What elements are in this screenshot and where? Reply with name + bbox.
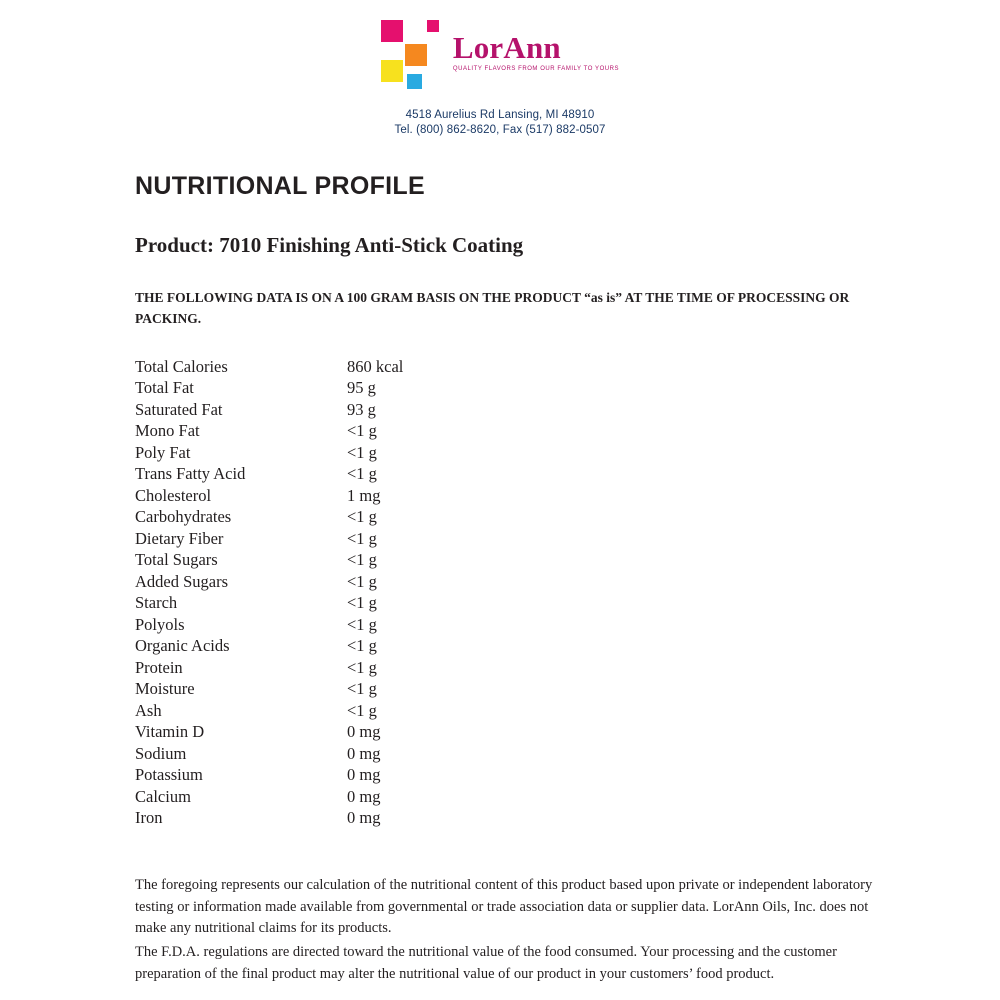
nutrient-value: 0 mg — [347, 722, 381, 742]
nutrient-value: 0 mg — [347, 808, 381, 828]
nutrition-table-body — [135, 356, 547, 829]
nutrient-label: Starch — [135, 593, 178, 613]
nutrient-label: Poly Fat — [135, 442, 191, 462]
nutrient-label: Added Sugars — [135, 571, 229, 591]
nutrient-value: 0 mg — [347, 743, 381, 763]
nutrient-value: 95 g — [347, 378, 376, 398]
nutrient-label: Vitamin D — [135, 722, 205, 742]
product-name: 7010 Finishing Anti-Stick Coating — [219, 233, 524, 257]
lorann-logo — [381, 18, 619, 92]
table-row — [135, 635, 547, 657]
table-row — [135, 657, 547, 679]
brand-name: LorAnn — [452, 30, 561, 65]
product-heading — [135, 233, 880, 258]
table-row — [135, 764, 547, 786]
nutrient-value: <1 g — [347, 421, 377, 441]
table-row — [135, 743, 547, 765]
nutrient-label: Iron — [135, 808, 163, 828]
letterhead — [0, 0, 1000, 136]
nutrient-value: 860 kcal — [347, 356, 404, 376]
table-row — [135, 399, 547, 421]
company-phone-fax: Tel. (800) 862-8620, Fax (517) 882-0507 — [394, 124, 606, 136]
nutrient-value: <1 g — [347, 571, 377, 591]
nutrient-label: Total Sugars — [135, 550, 218, 570]
nutrient-value: <1 g — [347, 550, 377, 570]
nutrient-label: Sodium — [135, 743, 187, 763]
table-row — [135, 549, 547, 571]
nutrient-label: Mono Fat — [135, 421, 200, 441]
nutrient-label: Moisture — [135, 679, 195, 699]
nutrient-value: <1 g — [347, 507, 377, 527]
page-title: NUTRITIONAL PROFILE — [135, 172, 425, 200]
nutrient-value: <1 g — [347, 700, 377, 720]
nutrient-label: Trans Fatty Acid — [135, 464, 246, 484]
table-row — [135, 528, 547, 550]
nutrient-value: 93 g — [347, 399, 376, 419]
nutrient-label: Carbohydrates — [135, 507, 232, 527]
table-row — [135, 442, 547, 464]
nutrient-value: 1 mg — [347, 485, 381, 505]
nutrient-label: Saturated Fat — [135, 399, 223, 419]
nutrition-table — [135, 356, 547, 829]
company-contact-block — [0, 109, 1000, 136]
nutrient-label: Polyols — [135, 614, 185, 634]
lorann-logo-squares-icon — [381, 18, 447, 92]
table-row — [135, 463, 547, 485]
basis-note: THE FOLLOWING DATA IS ON A 100 GRAM BASIS ON THE PRODUCT “as is” AT THE TIME OF PROCESSING OR PACKING. — [135, 290, 850, 326]
nutrient-label: Total Fat — [135, 378, 194, 398]
nutrient-value: 0 mg — [347, 765, 381, 785]
nutrient-value: <1 g — [347, 657, 377, 677]
product-label: Product: — [135, 233, 214, 257]
nutrient-label: Ash — [135, 700, 162, 720]
nutrient-label: Potassium — [135, 765, 203, 785]
nutrient-value: <1 g — [347, 679, 377, 699]
table-row — [135, 721, 547, 743]
nutrient-value: <1 g — [347, 464, 377, 484]
table-row — [135, 614, 547, 636]
nutrient-label: Protein — [135, 657, 183, 677]
table-row — [135, 356, 547, 378]
table-row — [135, 786, 547, 808]
disclaimer-paragraph-2: The F.D.A. regulations are directed toward the nutritional value of the food consumed. Your processing and the customer preparation of the final product may alter the nutritional value of our product in your customers’ food product. — [135, 944, 837, 982]
table-row — [135, 592, 547, 614]
table-row — [135, 700, 547, 722]
nutrient-value: <1 g — [347, 442, 377, 462]
table-row — [135, 571, 547, 593]
document-body — [0, 172, 1000, 986]
table-row — [135, 377, 547, 399]
disclaimer-paragraph-1: The foregoing represents our calculation of the nutritional content of this product based upon private or independent laboratory testing or information made available from governmental or trade association data or supplier data. LorAnn Oils, Inc. does not make any nutritional claims for its products. — [135, 876, 873, 937]
table-row — [135, 485, 547, 507]
nutrient-value: <1 g — [347, 636, 377, 656]
nutrient-value: <1 g — [347, 614, 377, 634]
disclaimer-block — [135, 875, 880, 986]
table-row — [135, 506, 547, 528]
nutrient-label: Calcium — [135, 786, 191, 806]
nutrient-label: Organic Acids — [135, 636, 230, 656]
table-row — [135, 807, 547, 829]
nutrient-value: <1 g — [347, 593, 377, 613]
table-row — [135, 678, 547, 700]
nutrient-value: <1 g — [347, 528, 377, 548]
company-address: 4518 Aurelius Rd Lansing, MI 48910 — [405, 109, 595, 121]
nutrient-label: Total Calories — [135, 356, 228, 376]
brand-tagline: QUALITY FLAVORS FROM OUR FAMILY TO YOURS — [452, 66, 620, 72]
nutrient-value: 0 mg — [347, 786, 381, 806]
table-row — [135, 420, 547, 442]
nutrient-label: Dietary Fiber — [135, 528, 224, 548]
nutrient-label: Cholesterol — [135, 485, 212, 505]
lorann-logo-text — [453, 32, 619, 78]
